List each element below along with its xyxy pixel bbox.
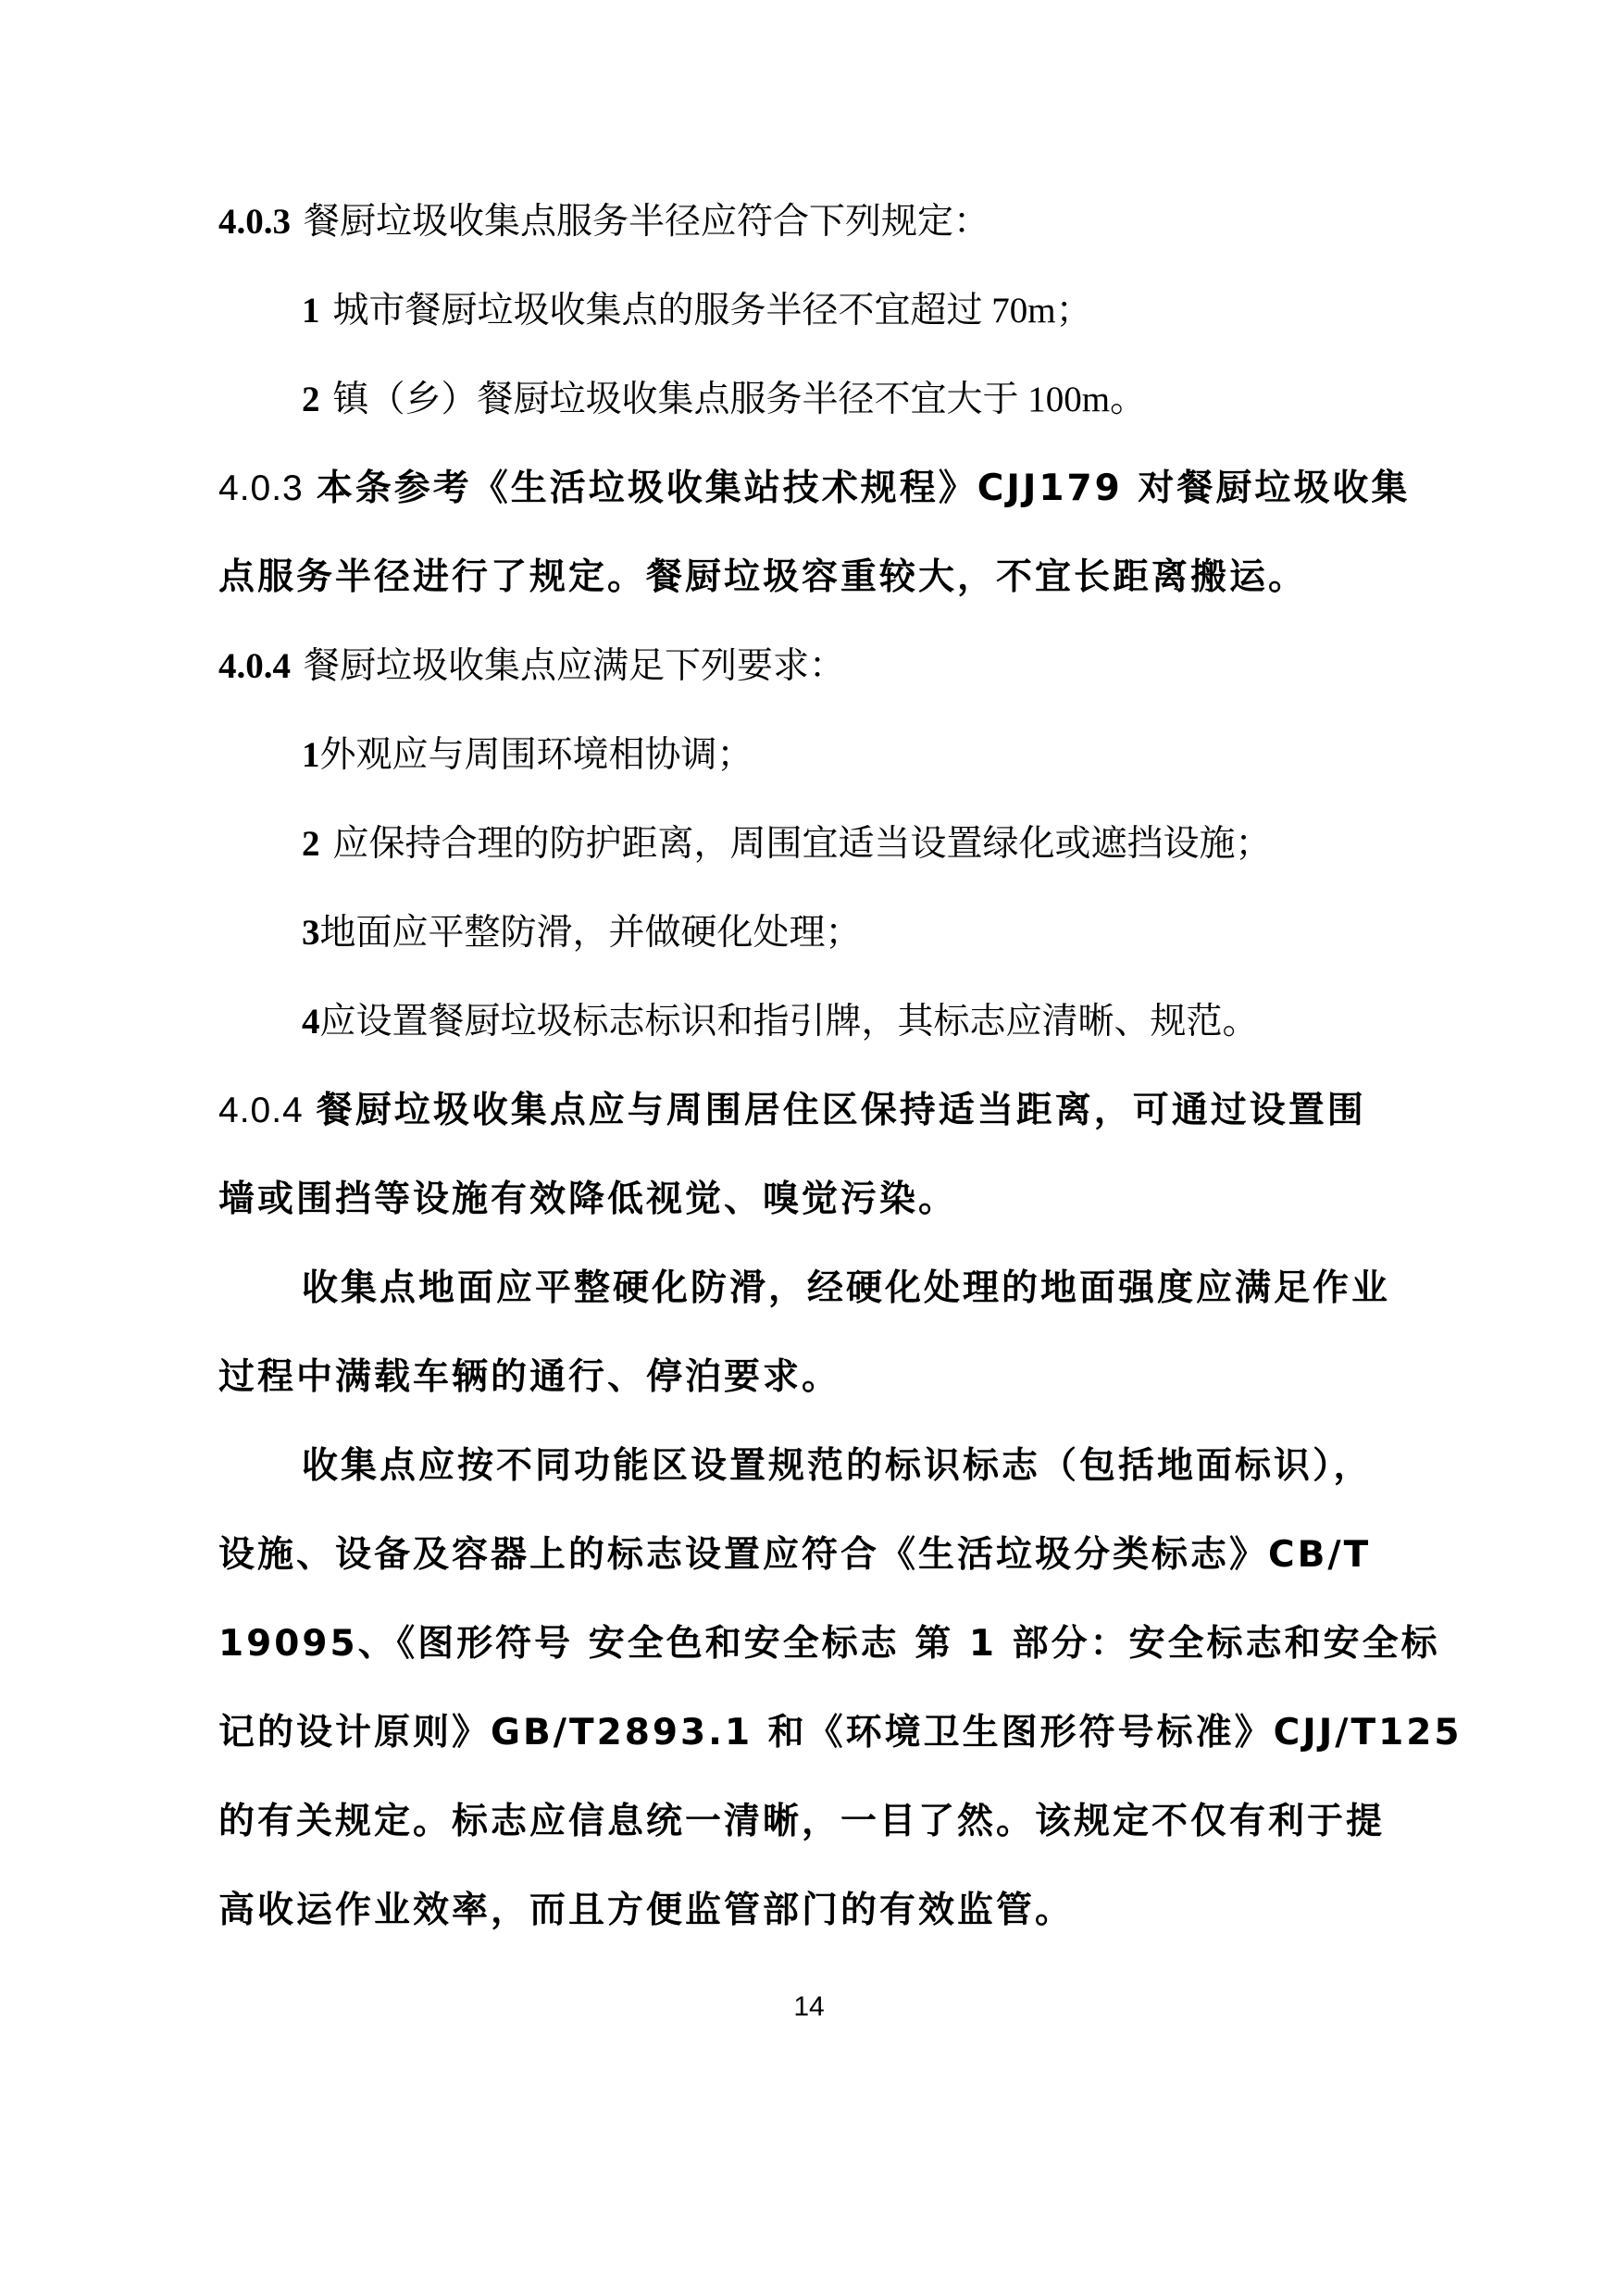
clause-4-0-3-item-2 (302, 372, 1146, 428)
commentary-text: 餐厨垃圾收集点应与周围居住区保持适当距离，可通过设置围 (316, 1090, 1366, 1131)
commentary-4-0-4-para-3-line-5: 的有关规定。标志应信息统一清晰，一目了然。该规定不仅有利于提 (218, 1801, 1386, 1842)
item-number: 3 (302, 913, 320, 953)
clause-4-0-4-item-3 (302, 905, 862, 961)
clause-4-0-4-item-2 (302, 817, 1272, 872)
item-number: 1 (302, 291, 320, 331)
commentary-number: 4.0.4 (218, 1091, 304, 1130)
page-number: 14 (793, 1991, 825, 2022)
clause-4-0-4-item-1 (302, 728, 753, 783)
commentary-4-0-4-line-2: 墙或围挡等设施有效降低视觉、嗅觉污染。 (218, 1179, 958, 1220)
clause-number: 4.0.3 (218, 202, 291, 242)
clause-4-0-3-heading (218, 194, 989, 250)
commentary-4-0-4-para-3-line-6: 高收运作业效率，而且方便监管部门的有效监管。 (218, 1890, 1075, 1931)
commentary-number: 4.0.3 (218, 468, 304, 508)
item-number: 4 (302, 1002, 320, 1042)
item-text: 应保持合理的防护距离，周围宜适当设置绿化或遮挡设施； (332, 824, 1272, 864)
item-number: 2 (302, 380, 320, 419)
commentary-4-0-3-line-2: 点服务半径进行了规定。餐厨垃圾容重较大，不宜长距离搬运。 (218, 556, 1308, 598)
commentary-4-0-4-para-3-line-3: 19095、《图形符号 安全色和安全标志 第 1 部分：安全标志和安全标 (218, 1623, 1440, 1665)
item-number: 2 (302, 824, 320, 864)
commentary-4-0-4-para-3-line-1: 收集点应按不同功能区设置规范的标识标志（包括地面标识）， (302, 1445, 1373, 1487)
item-text: 城市餐厨垃圾收集点的服务半径不宜超过 70m； (332, 291, 1092, 331)
clause-4-0-3-item-1 (302, 283, 1092, 339)
item-number: 1 (302, 735, 320, 775)
commentary-4-0-4-line-1 (218, 1083, 1366, 1139)
item-text: 镇（乡）餐厨垃圾收集点服务半径不宜大于 100m。 (332, 380, 1147, 419)
clause-4-0-4-item-4 (302, 994, 1259, 1050)
clause-text: 餐厨垃圾收集点应满足下列要求： (304, 646, 846, 686)
clause-text: 餐厨垃圾收集点服务半径应符合下列规定： (304, 202, 990, 242)
commentary-4-0-4-para-3-line-2: 设施、设备及容器上的标志设置应符合《生活垃圾分类标志》CB/T (218, 1534, 1372, 1576)
item-text: 应设置餐厨垃圾标志标识和指引牌，其标志应清晰、规范。 (319, 1002, 1259, 1042)
commentary-4-0-4-para-2-line-1: 收集点地面应平整硬化防滑，经硬化处理的地面强度应满足作业 (302, 1267, 1391, 1309)
commentary-4-0-4-para-3-line-4: 记的设计原则》GB/T2893.1 和《环境卫生图形符号标准》CJJ/T125 (218, 1712, 1462, 1753)
clause-number: 4.0.4 (218, 646, 291, 686)
commentary-4-0-4-para-2-line-2: 过程中满载车辆的通行、停泊要求。 (218, 1356, 841, 1398)
item-text: 地面应平整防滑，并做硬化处理； (319, 913, 862, 953)
clause-4-0-4-heading (218, 639, 845, 694)
commentary-4-0-3-line-1 (218, 461, 1410, 517)
commentary-text: 本条参考《生活垃圾收集站技术规程》CJJ179 对餐厨垃圾收集 (316, 468, 1411, 509)
item-text: 外观应与周围环境相协调； (319, 735, 753, 775)
